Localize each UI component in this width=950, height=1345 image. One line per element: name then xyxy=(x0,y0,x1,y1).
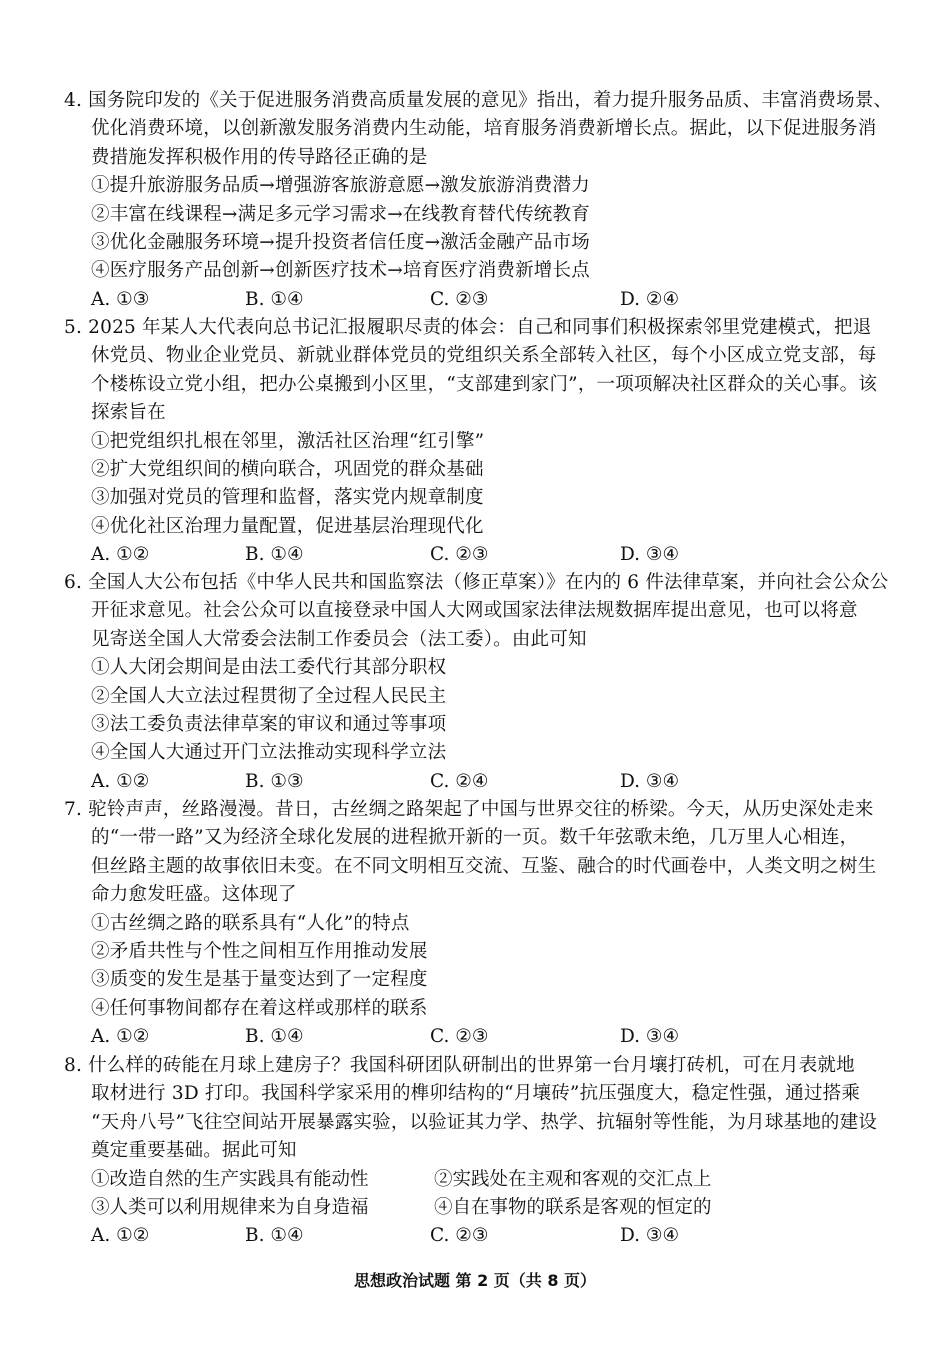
option-a: A. ①② xyxy=(91,1026,150,1048)
question-stem-line: 取材进行 3D 打印。我国科学家采用的榫卯结构的“月壤砖”抗压强度大，稳定性强，通过搭乘 xyxy=(91,1083,861,1105)
option-b: B. ①④ xyxy=(245,544,304,566)
question-stem-line: 开征求意见。社会公众可以直接登录中国人大网或国家法律法规数据库提出意见，也可以将意 xyxy=(91,600,858,622)
answer-options xyxy=(64,768,894,796)
statement-item: ①人大闭会期间是由法工委代行其部分职权 xyxy=(91,657,447,679)
statement-item: ③人类可以利用规律来为自身造福 xyxy=(91,1197,369,1219)
option-c: C. ②③ xyxy=(430,1026,489,1048)
option-b: B. ①④ xyxy=(245,1026,304,1048)
option-c: C. ②③ xyxy=(430,544,489,566)
page-footer: 思想政治试题 第 2 页（共 8 页） xyxy=(353,1271,597,1290)
answer-options xyxy=(64,541,894,569)
question-8 xyxy=(64,1052,894,1251)
statement-item: ②扩大党组织间的横向联合，巩固党的群众基础 xyxy=(91,459,484,481)
option-d: D. ②④ xyxy=(620,288,680,310)
option-d: D. ③④ xyxy=(620,1225,680,1247)
statement-item: ④任何事物间都存在着这样或那样的联系 xyxy=(91,997,428,1019)
statement-item: ①把党组织扎根在邻里，激活社区治理“红引擎” xyxy=(91,430,485,452)
statement-item: ④自在事物的联系是客观的恒定的 xyxy=(434,1197,712,1219)
option-c: C. ②③ xyxy=(430,1225,489,1247)
statement-item: ③优化金融服务环境→提升投资者信任度→激活金融产品市场 xyxy=(91,232,590,254)
option-d: D. ③④ xyxy=(620,544,680,566)
statement-item: ③质变的发生是基于量变达到了一定程度 xyxy=(91,969,428,991)
statement-pair xyxy=(64,1194,894,1222)
question-4 xyxy=(64,87,894,314)
answer-options xyxy=(64,286,894,314)
answer-options xyxy=(64,1222,894,1250)
question-stem-line: 7. 驼铃声声，丝路漫漫。昔日，古丝绸之路架起了中国与世界交往的桥梁。今天，从历史深处走来 xyxy=(64,799,874,820)
statement-item: ④优化社区治理力量配置，促进基层治理现代化 xyxy=(91,515,484,537)
option-a: A. ①② xyxy=(91,544,150,566)
option-d: D. ③④ xyxy=(620,1026,680,1048)
option-a: A. ①② xyxy=(91,770,150,792)
question-6 xyxy=(64,569,894,796)
option-b: B. ①③ xyxy=(245,770,304,792)
question-stem-line: 优化消费环境，以创新激发服务消费内生动能，培育服务消费新增长点。据此，以下促进服务消 xyxy=(91,118,877,140)
question-5 xyxy=(64,314,894,570)
statement-item: ①古丝绸之路的联系具有“人化”的特点 xyxy=(91,912,410,934)
statement-item: ③法工委负责法律草案的审议和通过等事项 xyxy=(91,714,447,736)
option-c: C. ②③ xyxy=(430,288,489,310)
question-stem-line: 命力愈发旺盛。这体现了 xyxy=(91,884,297,906)
question-stem-line: “天舟八号”飞往空间站开展暴露实验，以验证其力学、热学、抗辐射等性能，为月球基地的建设 xyxy=(91,1111,878,1133)
question-stem-line: 费措施发挥积极作用的传导路径正确的是 xyxy=(91,146,428,168)
statement-item: ①改造自然的生产实践具有能动性 xyxy=(91,1168,369,1190)
statement-pair xyxy=(64,1166,894,1194)
statement-item: ②全国人大立法过程贯彻了全过程人民民主 xyxy=(91,685,447,707)
option-a: A. ①② xyxy=(91,1225,150,1247)
statement-item: ③加强对党员的管理和监督，落实党内规章制度 xyxy=(91,487,484,509)
option-d: D. ③④ xyxy=(620,770,680,792)
statement-item: ④全国人大通过开门立法推动实现科学立法 xyxy=(91,742,447,764)
statement-item: ④医疗服务产品创新→创新医疗技术→培育医疗消费新增长点 xyxy=(91,260,590,282)
question-stem-line: 探索旨在 xyxy=(91,402,166,424)
statement-item: ②实践处在主观和客观的交汇点上 xyxy=(434,1168,712,1190)
option-b: B. ①④ xyxy=(245,288,304,310)
question-stem-line: 但丝路主题的故事依旧未变。在不同文明相互交流、互鉴、融合的时代画卷中，人类文明之树生 xyxy=(91,855,877,877)
question-stem-line: 的“一带一路”又为经济全球化发展的进程掀开新的一页。数千年弦歌未绝，几万里人心相连， xyxy=(91,827,859,849)
question-stem-line: 4. 国务院印发的《关于促进服务消费高质量发展的意见》指出，着力提升服务品质、丰富消费场景、 xyxy=(64,90,893,111)
question-stem-line: 奠定重要基础。据此可知 xyxy=(91,1140,297,1162)
statement-item: ②矛盾共性与个性之间相互作用推动发展 xyxy=(91,941,428,963)
option-a: A. ①③ xyxy=(91,288,150,310)
option-b: B. ①④ xyxy=(245,1225,304,1247)
question-7 xyxy=(64,796,894,1052)
option-c: C. ②④ xyxy=(430,770,489,792)
question-stem-line: 6. 全国人大公布包括《中华人民共和国监察法（修正草案）》在内的 6 件法律草案，并向社会公众公 xyxy=(64,572,889,593)
question-stem-line: 见寄送全国人大常委会法制工作委员会（法工委）。由此可知 xyxy=(91,628,587,650)
statement-item: ②丰富在线课程→满足多元学习需求→在线教育替代传统教育 xyxy=(91,203,590,225)
question-stem-line: 8. 什么样的砖能在月球上建房子？我国科研团队研制出的世界第一台月壤打砖机，可在月表就地 xyxy=(64,1055,855,1076)
statement-item: ①提升旅游服务品质→增强游客旅游意愿→激发旅游消费潜力 xyxy=(91,175,590,197)
question-stem-line: 5. 2025 年某人大代表向总书记汇报履职尽责的体会：自己和同事们积极探索邻里党建模式，把退 xyxy=(64,317,872,338)
answer-options xyxy=(64,1023,894,1051)
question-stem-line: 休党员、物业企业党员、新就业群体党员的党组织关系全部转入社区，每个小区成立党支部，每 xyxy=(91,345,877,367)
question-stem-line: 个楼栋设立党小组，把办公桌搬到小区里，“支部建到家门”，一项项解决社区群众的关心事。该 xyxy=(91,373,878,395)
